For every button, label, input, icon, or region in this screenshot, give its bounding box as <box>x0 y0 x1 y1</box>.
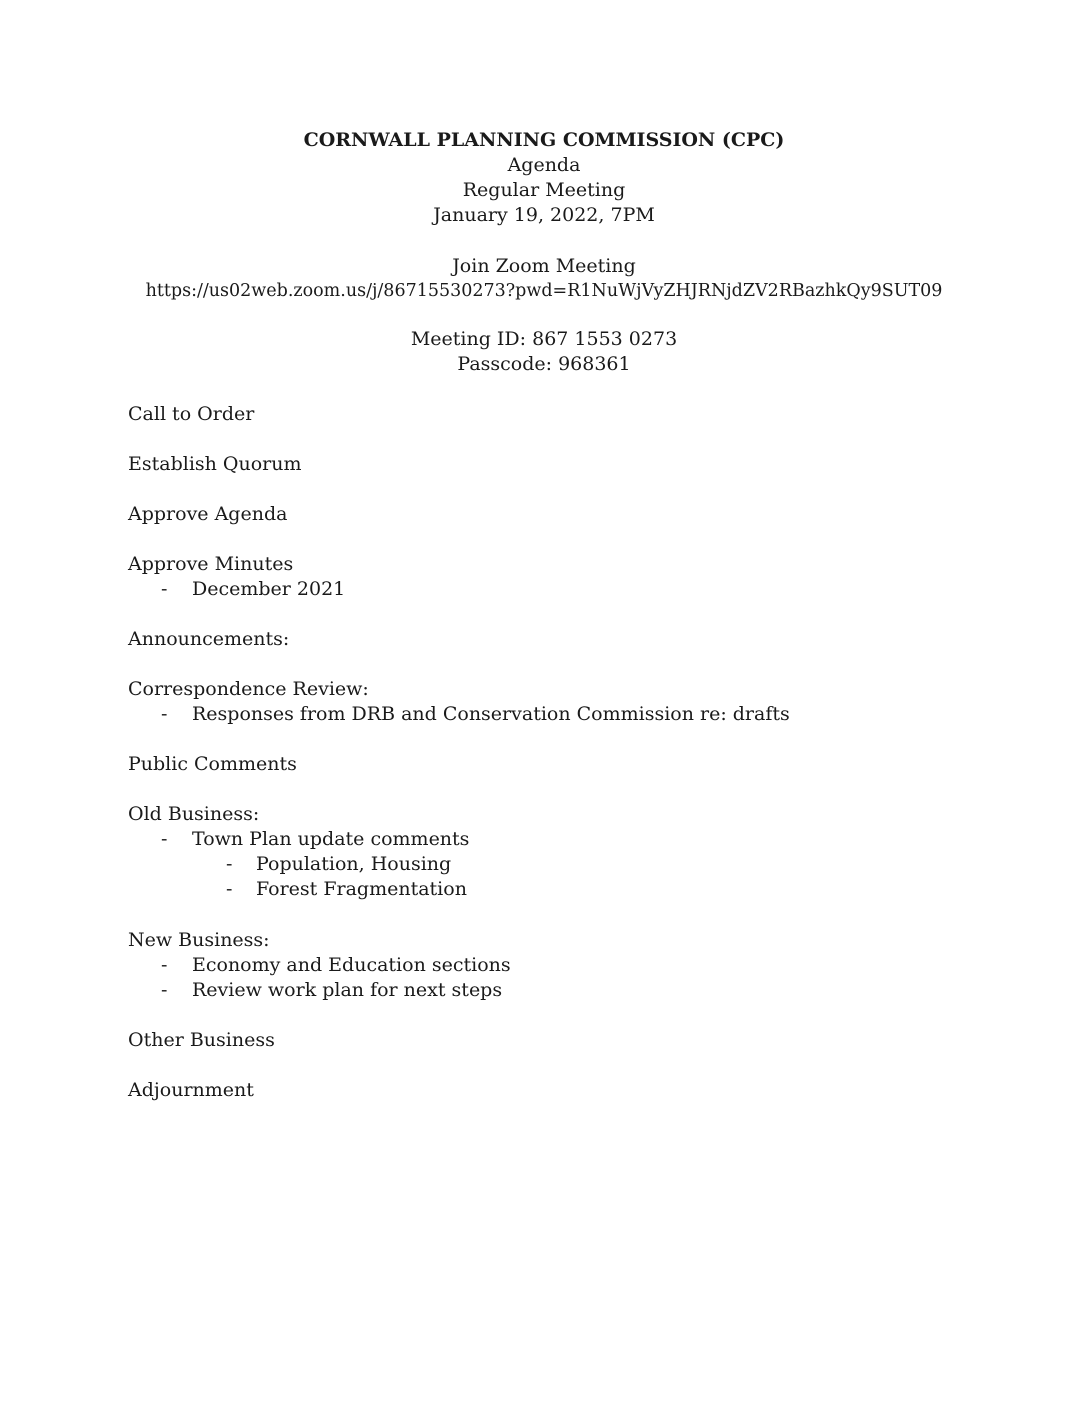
agenda-item-establish-quorum: Establish Quorum <box>128 453 302 475</box>
agenda-item-old-business: Old Business: <box>128 803 260 825</box>
document-subtitle: Agenda <box>507 154 581 176</box>
bullet-dash: - <box>161 954 168 976</box>
agenda-item-approve-minutes: Approve Minutes <box>128 553 294 575</box>
passcode: Passcode: 968361 <box>457 353 631 375</box>
list-item: Economy and Education sections <box>192 954 511 976</box>
bullet-dash: - <box>161 979 168 1001</box>
agenda-item-announcements: Announcements: <box>128 628 290 650</box>
bullet-dash: - <box>161 578 168 600</box>
bullet-dash: - <box>226 853 233 875</box>
bullet-dash: - <box>226 878 233 900</box>
agenda-item-adjournment: Adjournment <box>128 1079 254 1101</box>
list-item: Responses from DRB and Conservation Commission re: drafts <box>192 703 790 725</box>
zoom-credentials <box>0 327 1088 377</box>
page-title: CORNWALL PLANNING COMMISSION (CPC) <box>303 129 785 151</box>
zoom-join-label: Join Zoom Meeting <box>452 255 636 277</box>
agenda-item-public-comments: Public Comments <box>128 753 297 775</box>
list-item: Review work plan for next steps <box>192 979 503 1001</box>
list-subitem: Forest Fragmentation <box>256 878 467 900</box>
bullet-dash: - <box>161 828 168 850</box>
zoom-link[interactable]: https://us02web.zoom.us/j/86715530273?pwd=R1NuWjVyZHJRNjdZV2RBazhkQy9SUT09 <box>145 281 943 301</box>
agenda-item-call-to-order: Call to Order <box>128 403 255 425</box>
agenda-item-approve-agenda: Approve Agenda <box>128 503 288 525</box>
zoom-info <box>0 254 1088 304</box>
agenda-item-new-business: New Business: <box>128 929 270 951</box>
list-subitem: Population, Housing <box>256 853 452 875</box>
agenda-item-correspondence-review: Correspondence Review: <box>128 678 369 700</box>
header <box>0 128 1088 228</box>
agenda-item-other-business: Other Business <box>128 1029 275 1051</box>
meeting-type: Regular Meeting <box>462 179 626 201</box>
bullet-dash: - <box>161 703 168 725</box>
meeting-id: Meeting ID: 867 1553 0273 <box>410 328 678 350</box>
list-item: December 2021 <box>192 578 346 600</box>
meeting-date: January 19, 2022, 7PM <box>433 204 655 226</box>
list-item: Town Plan update comments <box>192 828 470 850</box>
